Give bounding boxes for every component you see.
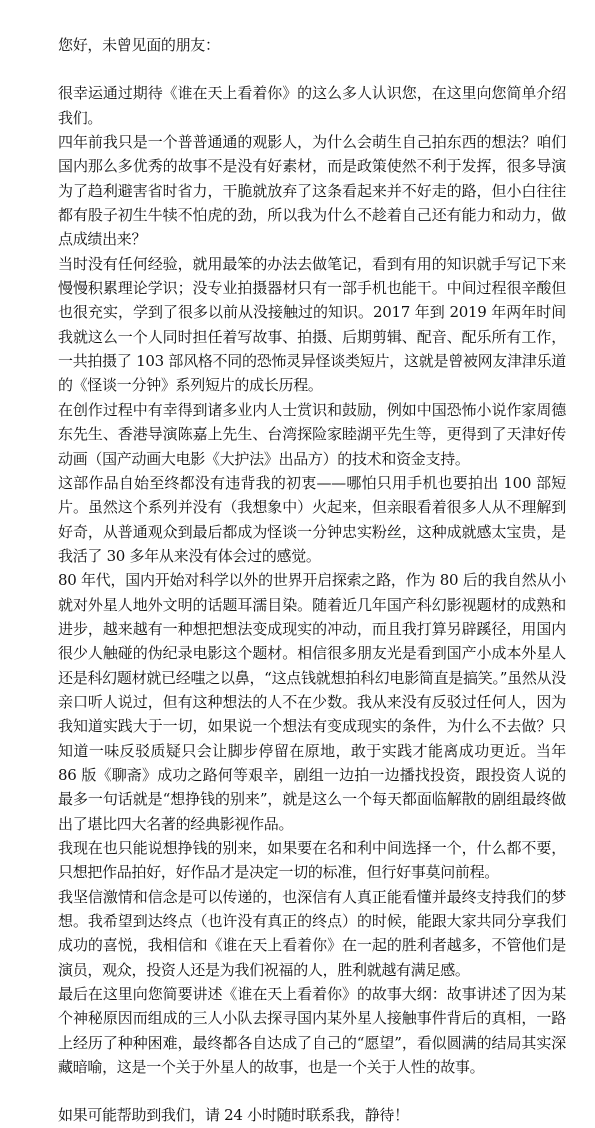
- paragraph-background: 80 年代，国内开始对科学以外的世界开启探索之路，作为 80 后的我自然从小就对外星人地外文明的话题耳濡目染。随着近几年国产科幻影视题材的成熟和进步，越来越有一种想把想法变成现实的冲动，而且我打算另辟蹊径，用国内很少人触碰的伪纪录电影这个题材。相信很多朋友光是看到国产小成本外星人还是科幻题材就已经嗤之以鼻，“这点钱就想拍科幻电影简直是搞笑。”虽然从没亲口听人说过，但有这种想法的人不在少数。我从来没有反驳过任何人，因为我知道实践大于一切，如果说一个想法有变成现实的条件，为什么不去做？只知道一味反驳质疑只会让脚步停留在原地，敢于实践才能离成功更近。当年 86 版《聊斋》成功之路何等艰辛，剧组一边拍一边播找投资，跟投资人说的最多一句话就是“想挣钱的别来”，就是这么一个每天都面临解散的剧组最终做出了堪比四大名著的经典影视作品。: [58, 571, 566, 833]
- paragraph-values: 我现在也只能说想挣钱的别来，如果要在名和利中间选择一个，什么都不要，只想把作品拍好，好作品才是决定一切的标准，但行好事莫问前程。: [58, 839, 566, 882]
- paragraph-early-work: 当时没有任何经验，就用最笨的办法去做笔记，看到有用的知识就手写记下来慢慢积累理论学识；没专业拍摄器材只有一部手机也能干。中间过程很辛酸但也很充实，学到了很多以前从没接触过的知识。2017 年到 2019 年两年时间我就这么一个人同时担任着写故事、拍摄、后期剪辑、配音、配乐所有工作，一共拍摄了 103 部风格不同的恐怖灵异怪谈类短片，这就是曾被网友津津乐道的《怪谈一分钟》系列短片的成长历程。: [58, 254, 566, 395]
- paragraph-motivation: 四年前我只是一个普普通通的观影人，为什么会萌生自己拍东西的想法？咱们国内那么多优秀的故事不是没有好素材，而是政策使然不利于发挥，很多导演为了趋利避害省时省力，干脆就放弃了这条看起来并不好走的路，但小白往往都有股子初生牛犊不怕虎的劲，所以我为什么不趁着自己还有能力和动力，做点成绩出来？: [58, 133, 566, 249]
- paragraph-synopsis: 最后在这里向您简要讲述《谁在天上看着你》的故事大纲：故事讲述了因为某个神秘原因而组成的三人小队去探寻国内某外星人接触事件背后的真相，一路上经历了种种困难，最终都各自达成了自己的“愿望”，看似圆满的结局其实深藏暗喻，这是一个关于外星人的故事，也是一个关于人性的故事。: [58, 985, 566, 1077]
- closing-line: 如果可能帮助到我们，请 24 小时随时联系我，静待！: [58, 1106, 409, 1125]
- paragraph-original-intent: 这部作品自始至终都没有违背我的初衷——哪怕只用手机也要拍出 100 部短片。虽然这个系列并没有（我想象中）火起来，但亲眼看着很多人从不理解到好奇，从普通观众到最后都成为怪谈一分钟忠实粉丝，这种成就感太宝贵，是我活了 30 多年从来没有体会过的感觉。: [58, 473, 566, 565]
- blank-line: [58, 57, 566, 81]
- paragraph-introduction: 很幸运通过期待《谁在天上看着你》的这么多人认识您，在这里向您简单介绍我们。: [58, 84, 566, 127]
- greeting: 您好，未曾见面的朋友：: [58, 36, 220, 54]
- paragraph-belief: 我坚信激情和信念是可以传递的，也深信有人真正能看懂并最终支持我们的梦想。我希望到达终点（也许没有真正的终点）的时候，能跟大家共同分享我们成功的喜悦，我相信和《谁在天上看着你》在一起的胜利者越多，不管他们是演员，观众，投资人还是为我们祝福的人，胜利就越有满足感。: [58, 887, 566, 979]
- paragraph-support: 在创作过程中有幸得到诸多业内人士赏识和鼓励，例如中国恐怖小说作家周德东先生、香港导演陈嘉上先生、台湾探险家睦湖平先生等，更得到了天津好传动画（国产动画大电影《大护法》出品方）的技术和资金支持。: [58, 400, 566, 468]
- letter-document: [58, 33, 566, 1128]
- blank-line: [58, 1079, 566, 1103]
